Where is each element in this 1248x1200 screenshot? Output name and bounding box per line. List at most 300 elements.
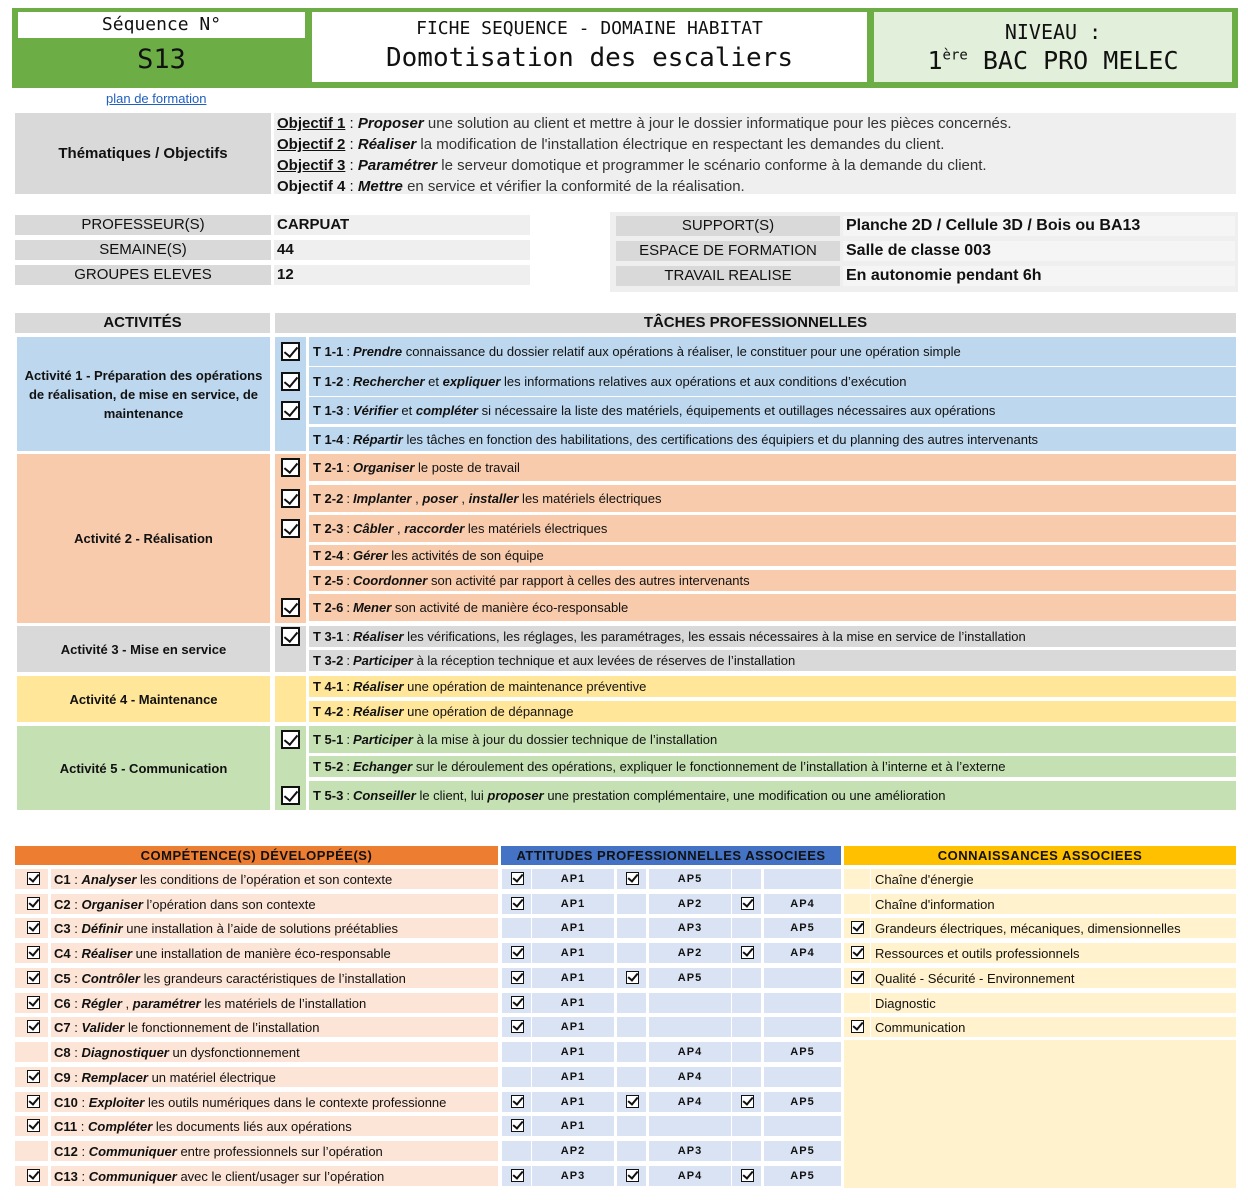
- competence-row: [51, 968, 498, 988]
- checkbox-checked-icon[interactable]: [511, 1095, 524, 1108]
- task-row: [309, 650, 1236, 671]
- competence-verb: Diagnostiquer: [81, 1044, 169, 1060]
- sequence-number: S13: [137, 44, 186, 75]
- ap-code-cell: [764, 1067, 841, 1087]
- knowledge-label: Chaîne d'énergie: [875, 871, 974, 887]
- ap-code: AP1: [560, 898, 586, 910]
- competence-code: C3: [54, 920, 71, 936]
- task-text: les informations relatives aux opérations et aux conditions d’exécution: [500, 374, 907, 389]
- ap-code: AP3: [560, 1170, 586, 1182]
- competence-row: [51, 993, 498, 1013]
- task-text: les vérifications, les réglages, les paramétrages, les essais nécessaires à la mise en service de l’installation: [403, 629, 1026, 644]
- checkbox-checked-icon[interactable]: [511, 946, 524, 959]
- task-row: [309, 545, 1236, 566]
- info-label-cell: [15, 215, 271, 235]
- task-sep: :: [346, 788, 350, 803]
- info-label: SEMAINE(S): [99, 241, 187, 258]
- competence-text: les outils numériques dans le contexte professionne: [144, 1094, 447, 1110]
- task-text: une opération de dépannage: [403, 704, 574, 719]
- task-verb: poser: [422, 491, 458, 506]
- competence-sep: :: [70, 995, 82, 1011]
- competence-sep: :: [77, 1094, 89, 1110]
- task-verb: Câbler: [352, 521, 394, 536]
- competence-text: entre professionnels sur l’opération: [176, 1143, 383, 1159]
- ap-code-cell: [764, 1092, 841, 1112]
- checkbox-checked-icon[interactable]: [281, 401, 300, 420]
- task-sep: :: [346, 374, 350, 389]
- task-verb: Vérifier: [352, 403, 398, 418]
- task-text: et: [424, 374, 443, 389]
- competence-sep: :: [70, 871, 82, 887]
- checkbox-checked-icon[interactable]: [27, 921, 40, 934]
- task-row: [309, 337, 1236, 366]
- thematiques-label: Thématiques / Objectifs: [58, 145, 228, 162]
- objective-sep: :: [345, 178, 358, 195]
- task-verb: Participer: [352, 653, 413, 668]
- task-verb: Organiser: [352, 460, 415, 475]
- checkbox-checked-icon[interactable]: [741, 1095, 754, 1108]
- ap-code-cell: [764, 1141, 841, 1161]
- info-value-cell: [843, 241, 1235, 261]
- task-code: T 2-3: [313, 521, 344, 536]
- ap-check-cell: [617, 1067, 646, 1087]
- checkbox-checked-icon[interactable]: [281, 372, 300, 391]
- ap-code-cell: [649, 993, 731, 1013]
- competence-sep: :: [70, 970, 82, 986]
- task-text: une opération de maintenance préventive: [403, 679, 647, 694]
- objective-verb: Mettre: [357, 178, 403, 195]
- task-text: le client, lui: [415, 788, 488, 803]
- ap-check-cell: [732, 918, 761, 938]
- activity-cell: [17, 676, 270, 722]
- checkbox-checked-icon[interactable]: [741, 897, 754, 910]
- competence-verb: Analyser: [81, 871, 137, 887]
- task-text: ,: [411, 491, 423, 506]
- task-verb: Mener: [352, 600, 392, 615]
- task-text: une prestation complémentaire, une modification ou une amélioration: [543, 788, 946, 803]
- activity-title: Activité 1 - Préparation des opérations de réalisation, de mise en service, de maintenance: [24, 367, 263, 421]
- knowledge-row: [871, 918, 1236, 938]
- task-text: si nécessaire la liste des matériels, équipements et outillages nécessaires aux opérations: [478, 403, 996, 418]
- ap-check-cell: [502, 1141, 531, 1161]
- ap-code: AP3: [677, 1145, 703, 1157]
- activity-title: Activité 5 - Communication: [59, 760, 228, 776]
- plan-formation-link[interactable]: plan de formation: [106, 91, 207, 106]
- activity-cell: [17, 337, 270, 451]
- task-row: [309, 485, 1236, 512]
- activity-title: Activité 4 - Maintenance: [69, 691, 218, 707]
- know-check-cell: [844, 993, 870, 1013]
- ap-code: AP1: [560, 1120, 586, 1132]
- ap-code-cell: [649, 968, 731, 988]
- task-verb: Gérer: [352, 548, 388, 563]
- ap-code-cell: [649, 1042, 731, 1062]
- checkbox-checked-icon[interactable]: [281, 598, 300, 617]
- task-text: à la mise à jour du dossier technique de l’installation: [412, 732, 718, 747]
- task-code: T 2-2: [313, 491, 344, 506]
- info-value-cell: [274, 240, 530, 260]
- info-label: TRAVAIL REALISE: [664, 267, 792, 284]
- task-sep: :: [346, 344, 350, 359]
- competence-text: ,: [121, 995, 133, 1011]
- checkbox-checked-icon[interactable]: [27, 1070, 40, 1083]
- competence-verb: Communiquer: [88, 1168, 177, 1184]
- checkbox-checked-icon[interactable]: [851, 946, 864, 959]
- task-row: [309, 515, 1236, 542]
- competence-row: [51, 1116, 498, 1136]
- objective-sep: :: [345, 157, 358, 174]
- competences-header: [15, 846, 498, 865]
- ap-check-cell: [732, 1042, 761, 1062]
- task-verb: Coordonner: [352, 573, 428, 588]
- checkbox-checked-icon[interactable]: [626, 1169, 639, 1182]
- ap-check-cell: [502, 1067, 531, 1087]
- competence-text: une installation de manière éco-responsable: [132, 945, 391, 961]
- checkbox-checked-icon[interactable]: [626, 872, 639, 885]
- ap-code-cell: [764, 918, 841, 938]
- info-label: SUPPORT(S): [681, 217, 775, 234]
- competence-text: les documents liés aux opérations: [152, 1118, 352, 1134]
- ap-check-cell: [502, 1042, 531, 1062]
- task-text: et: [397, 403, 416, 418]
- task-sep: :: [346, 704, 350, 719]
- competence-verb: Remplacer: [81, 1069, 148, 1085]
- task-code: T 2-5: [313, 573, 344, 588]
- ap-code-cell: [532, 1166, 614, 1186]
- ap-check-cell: [617, 1017, 646, 1037]
- checkbox-checked-icon[interactable]: [281, 519, 300, 538]
- task-sep: :: [346, 759, 350, 774]
- ap-check-cell: [732, 869, 761, 889]
- competence-text: un dysfonctionnement: [168, 1044, 300, 1060]
- knowledge-row: [871, 943, 1236, 963]
- info-value-cell: [843, 216, 1235, 236]
- task-row: [309, 676, 1236, 697]
- checkbox-checked-icon[interactable]: [511, 1119, 524, 1132]
- task-code: T 4-1: [313, 679, 344, 694]
- knowledge-row: [871, 894, 1236, 914]
- knowledge-row: [871, 993, 1236, 1013]
- niveau-sup: ère: [942, 47, 968, 64]
- checkbox-checked-icon[interactable]: [741, 946, 754, 959]
- task-verb: Répartir: [352, 431, 403, 447]
- competence-code: C5: [54, 970, 71, 986]
- objective-sep: :: [345, 136, 358, 153]
- info-label-cell: [616, 241, 840, 261]
- competence-sep: :: [77, 1118, 88, 1134]
- checkbox-checked-icon[interactable]: [27, 946, 40, 959]
- task-verb: compléter: [415, 403, 478, 418]
- checkbox-checked-icon[interactable]: [281, 627, 300, 646]
- ap-code-cell: [764, 943, 841, 963]
- sequence-number-box: [18, 38, 305, 82]
- task-code: T 5-3: [313, 788, 344, 803]
- checkbox-checked-icon[interactable]: [851, 1020, 864, 1033]
- info-value: Planche 2D / Cellule 3D / Bois ou BA13: [846, 217, 1141, 234]
- task-text: ,: [457, 491, 469, 506]
- ap-code: AP5: [790, 922, 815, 934]
- task-code: T 2-1: [313, 460, 344, 475]
- ap-code-cell: [532, 993, 614, 1013]
- task-verb: Participer: [352, 732, 413, 747]
- tasks-header-label: TÂCHES PROFESSIONNELLES: [643, 314, 868, 331]
- competence-code: C2: [54, 896, 71, 912]
- objective-number: Objectif 2: [277, 136, 346, 153]
- checkbox-checked-icon[interactable]: [27, 971, 40, 984]
- task-row: [309, 454, 1236, 481]
- checkbox-checked-icon[interactable]: [511, 996, 524, 1009]
- competences-header-label: COMPÉTENCE(S) DÉVELOPPÉE(S): [140, 848, 373, 863]
- know-check-cell: [844, 894, 870, 914]
- checkbox-checked-icon[interactable]: [511, 897, 524, 910]
- ap-check-cell: [732, 968, 761, 988]
- ap-code-cell: [649, 1141, 731, 1161]
- comp-check-cell: [15, 1042, 48, 1062]
- competence-sep: :: [70, 920, 82, 936]
- task-sep: :: [346, 431, 350, 447]
- ap-code: AP1: [560, 1096, 586, 1108]
- ap-check-cell: [617, 894, 646, 914]
- niveau-num: 1: [927, 46, 943, 75]
- comp-check-cell: [15, 1141, 48, 1161]
- checkbox-checked-icon[interactable]: [27, 872, 40, 885]
- ap-code-cell: [649, 1092, 731, 1112]
- info-value: 12: [277, 266, 294, 283]
- knowledge-label: Qualité - Sécurité - Environnement: [875, 970, 1075, 986]
- title-box: [312, 12, 867, 82]
- ap-code-cell: [532, 1141, 614, 1161]
- ap-code-cell: [764, 993, 841, 1013]
- checkbox-checked-icon[interactable]: [741, 1169, 754, 1182]
- ap-check-cell: [617, 993, 646, 1013]
- niveau-value: [874, 46, 1232, 75]
- ap-header: [501, 846, 841, 865]
- competence-row: [51, 1067, 498, 1087]
- competence-text: un matériel électrique: [147, 1069, 276, 1085]
- objectives-cell: [274, 113, 1236, 194]
- competence-code: C10: [54, 1094, 78, 1110]
- checkbox-checked-icon[interactable]: [281, 786, 300, 805]
- ap-code-cell: [532, 894, 614, 914]
- competence-verb: Organiser: [81, 896, 143, 912]
- objective-row: [277, 136, 944, 153]
- task-sep: :: [346, 629, 350, 644]
- checkbox-checked-icon[interactable]: [511, 872, 524, 885]
- checkbox-checked-icon[interactable]: [281, 489, 300, 508]
- info-value: En autonomie pendant 6h: [846, 267, 1042, 284]
- ap-code: AP4: [677, 1170, 703, 1182]
- task-row: [309, 594, 1236, 621]
- competence-row: [51, 918, 498, 938]
- info-value-cell: [274, 265, 530, 285]
- checkbox-checked-icon[interactable]: [851, 921, 864, 934]
- task-code: T 4-2: [313, 704, 344, 719]
- ap-code: AP4: [790, 898, 815, 910]
- checkbox-checked-icon[interactable]: [281, 730, 300, 749]
- ap-code-cell: [649, 1067, 731, 1087]
- task-code: T 1-2: [313, 374, 344, 389]
- ap-code: AP1: [560, 922, 586, 934]
- competence-code: C6: [54, 995, 71, 1011]
- know-header: [844, 846, 1236, 865]
- task-check-column: [275, 676, 306, 722]
- checkbox-checked-icon[interactable]: [281, 458, 300, 477]
- task-verb: Prendre: [352, 344, 403, 359]
- sequence-label: Séquence N°: [101, 14, 222, 35]
- checkbox-checked-icon[interactable]: [27, 1095, 40, 1108]
- task-text: le poste de travail: [414, 460, 520, 475]
- checkbox-checked-icon[interactable]: [511, 1020, 524, 1033]
- ap-code-cell: [649, 1017, 731, 1037]
- competence-row: [51, 1017, 498, 1037]
- task-row: [309, 367, 1236, 396]
- competence-sep: :: [77, 1168, 89, 1184]
- ap-code: AP1: [560, 1071, 586, 1083]
- competence-row: [51, 1141, 498, 1161]
- activity-cell: [17, 454, 270, 623]
- knowledge-label: Diagnostic: [875, 995, 936, 1011]
- task-sep: :: [346, 600, 350, 615]
- task-text: son activité de manière éco-responsable: [391, 600, 629, 615]
- task-row: [309, 781, 1236, 810]
- task-text: les matériels électriques: [464, 521, 608, 536]
- activities-header-label: ACTIVITÉS: [103, 314, 182, 331]
- thematiques-label-cell: [15, 113, 271, 194]
- competence-text: les grandeurs caractéristiques de l’installation: [139, 970, 406, 986]
- ap-check-cell: [732, 1116, 761, 1136]
- checkbox-checked-icon[interactable]: [27, 897, 40, 910]
- objective-number: Objectif 4: [277, 178, 346, 195]
- task-code: T 1-1: [313, 344, 344, 359]
- competence-sep: :: [70, 896, 82, 912]
- competence-text: une installation à l’aide de solutions préétablies: [122, 920, 398, 936]
- checkbox-checked-icon[interactable]: [27, 996, 40, 1009]
- ap-code: AP5: [790, 1170, 815, 1182]
- ap-check-cell: [732, 993, 761, 1013]
- checkbox-checked-icon[interactable]: [511, 971, 524, 984]
- task-text: à la réception technique et aux levées de réserves de l’installation: [412, 653, 796, 668]
- activity-title: Activité 3 - Mise en service: [60, 641, 227, 657]
- checkbox-checked-icon[interactable]: [626, 1095, 639, 1108]
- ap-code-cell: [532, 1017, 614, 1037]
- ap-check-cell: [732, 1017, 761, 1037]
- niveau-rest: BAC PRO MELEC: [967, 46, 1179, 75]
- competence-text: l’opération dans son contexte: [142, 896, 316, 912]
- task-sep: :: [346, 491, 350, 506]
- competence-verb: Valider: [81, 1019, 125, 1035]
- task-sep: :: [346, 732, 350, 747]
- ap-code: AP4: [677, 1046, 703, 1058]
- ap-code: AP5: [677, 873, 703, 885]
- task-text: son activité par rapport à celles des autres intervenants: [427, 573, 750, 588]
- competence-verb: Exploiter: [88, 1094, 145, 1110]
- ap-check-cell: [617, 1141, 646, 1161]
- knowledge-label: Ressources et outils professionnels: [875, 945, 1080, 961]
- objective-verb: Paramétrer: [357, 157, 438, 174]
- task-sep: :: [346, 521, 350, 536]
- info-value: Salle de classe 003: [846, 242, 991, 259]
- ap-code-cell: [764, 1042, 841, 1062]
- checkbox-checked-icon[interactable]: [851, 971, 864, 984]
- competence-verb: Compléter: [87, 1118, 153, 1134]
- objective-row: [277, 115, 1012, 132]
- objective-verb: Réaliser: [357, 136, 417, 153]
- objective-number: Objectif 1: [277, 115, 346, 132]
- objective-text: en service et vérifier la conformité de la réalisation.: [407, 178, 745, 195]
- competence-sep: :: [70, 1069, 82, 1085]
- competence-text: les conditions de l’opération et son contexte: [136, 871, 393, 887]
- ap-code: AP4: [790, 947, 815, 959]
- task-sep: :: [346, 653, 350, 668]
- competence-code: C13: [54, 1168, 78, 1184]
- competence-code: C12: [54, 1143, 78, 1159]
- ap-code-cell: [649, 1116, 731, 1136]
- info-value-cell: [274, 215, 530, 235]
- ap-check-cell: [617, 1042, 646, 1062]
- task-row: [309, 726, 1236, 753]
- task-sep: :: [346, 548, 350, 563]
- competence-verb: Définir: [81, 920, 123, 936]
- ap-check-cell: [617, 918, 646, 938]
- ap-code: AP4: [677, 1071, 703, 1083]
- competence-code: C4: [54, 945, 71, 961]
- task-verb: Réaliser: [352, 629, 404, 644]
- task-verb: Réaliser: [352, 679, 404, 694]
- competence-row: [51, 1166, 498, 1186]
- info-value: 44: [277, 241, 294, 258]
- competence-sep: :: [70, 1019, 82, 1035]
- ap-code: AP2: [560, 1145, 586, 1157]
- ap-code-cell: [764, 1166, 841, 1186]
- task-verb: expliquer: [442, 374, 501, 389]
- checkbox-checked-icon[interactable]: [27, 1119, 40, 1132]
- checkbox-checked-icon[interactable]: [27, 1020, 40, 1033]
- ap-header-label: ATTITUDES PROFESSIONNELLES ASSOCIEES: [516, 848, 826, 863]
- competence-code: C8: [54, 1044, 71, 1060]
- ap-code-cell: [764, 1017, 841, 1037]
- ap-code-cell: [532, 1042, 614, 1062]
- info-value-cell: [843, 266, 1235, 286]
- task-sep: :: [346, 403, 350, 418]
- task-code: T 5-2: [313, 759, 344, 774]
- ap-code: AP2: [677, 898, 703, 910]
- activity-cell: [17, 626, 270, 672]
- ap-code-cell: [649, 869, 731, 889]
- checkbox-checked-icon[interactable]: [511, 1169, 524, 1182]
- ap-check-cell: [617, 1116, 646, 1136]
- ap-code-cell: [532, 918, 614, 938]
- ap-code: AP1: [560, 873, 586, 885]
- task-code: T 2-4: [313, 548, 344, 563]
- know-header-label: CONNAISSANCES ASSOCIEES: [937, 848, 1143, 863]
- objective-text: le serveur domotique et programmer le scénario conforme à la demande du client.: [441, 157, 987, 174]
- checkbox-checked-icon[interactable]: [27, 1169, 40, 1182]
- competence-text: avec le client/usager sur l’opération: [176, 1168, 385, 1184]
- ap-code-cell: [532, 869, 614, 889]
- competence-code: C9: [54, 1069, 71, 1085]
- checkbox-checked-icon[interactable]: [626, 971, 639, 984]
- task-sep: :: [346, 573, 350, 588]
- objective-row: [277, 178, 745, 195]
- niveau-box: [874, 12, 1232, 82]
- task-verb: proposer: [487, 788, 544, 803]
- competence-code: C7: [54, 1019, 71, 1035]
- ap-check-cell: [732, 1067, 761, 1087]
- ap-code: AP1: [560, 1021, 586, 1033]
- task-code: T 5-1: [313, 732, 344, 747]
- checkbox-checked-icon[interactable]: [281, 342, 300, 361]
- task-row: [309, 701, 1236, 722]
